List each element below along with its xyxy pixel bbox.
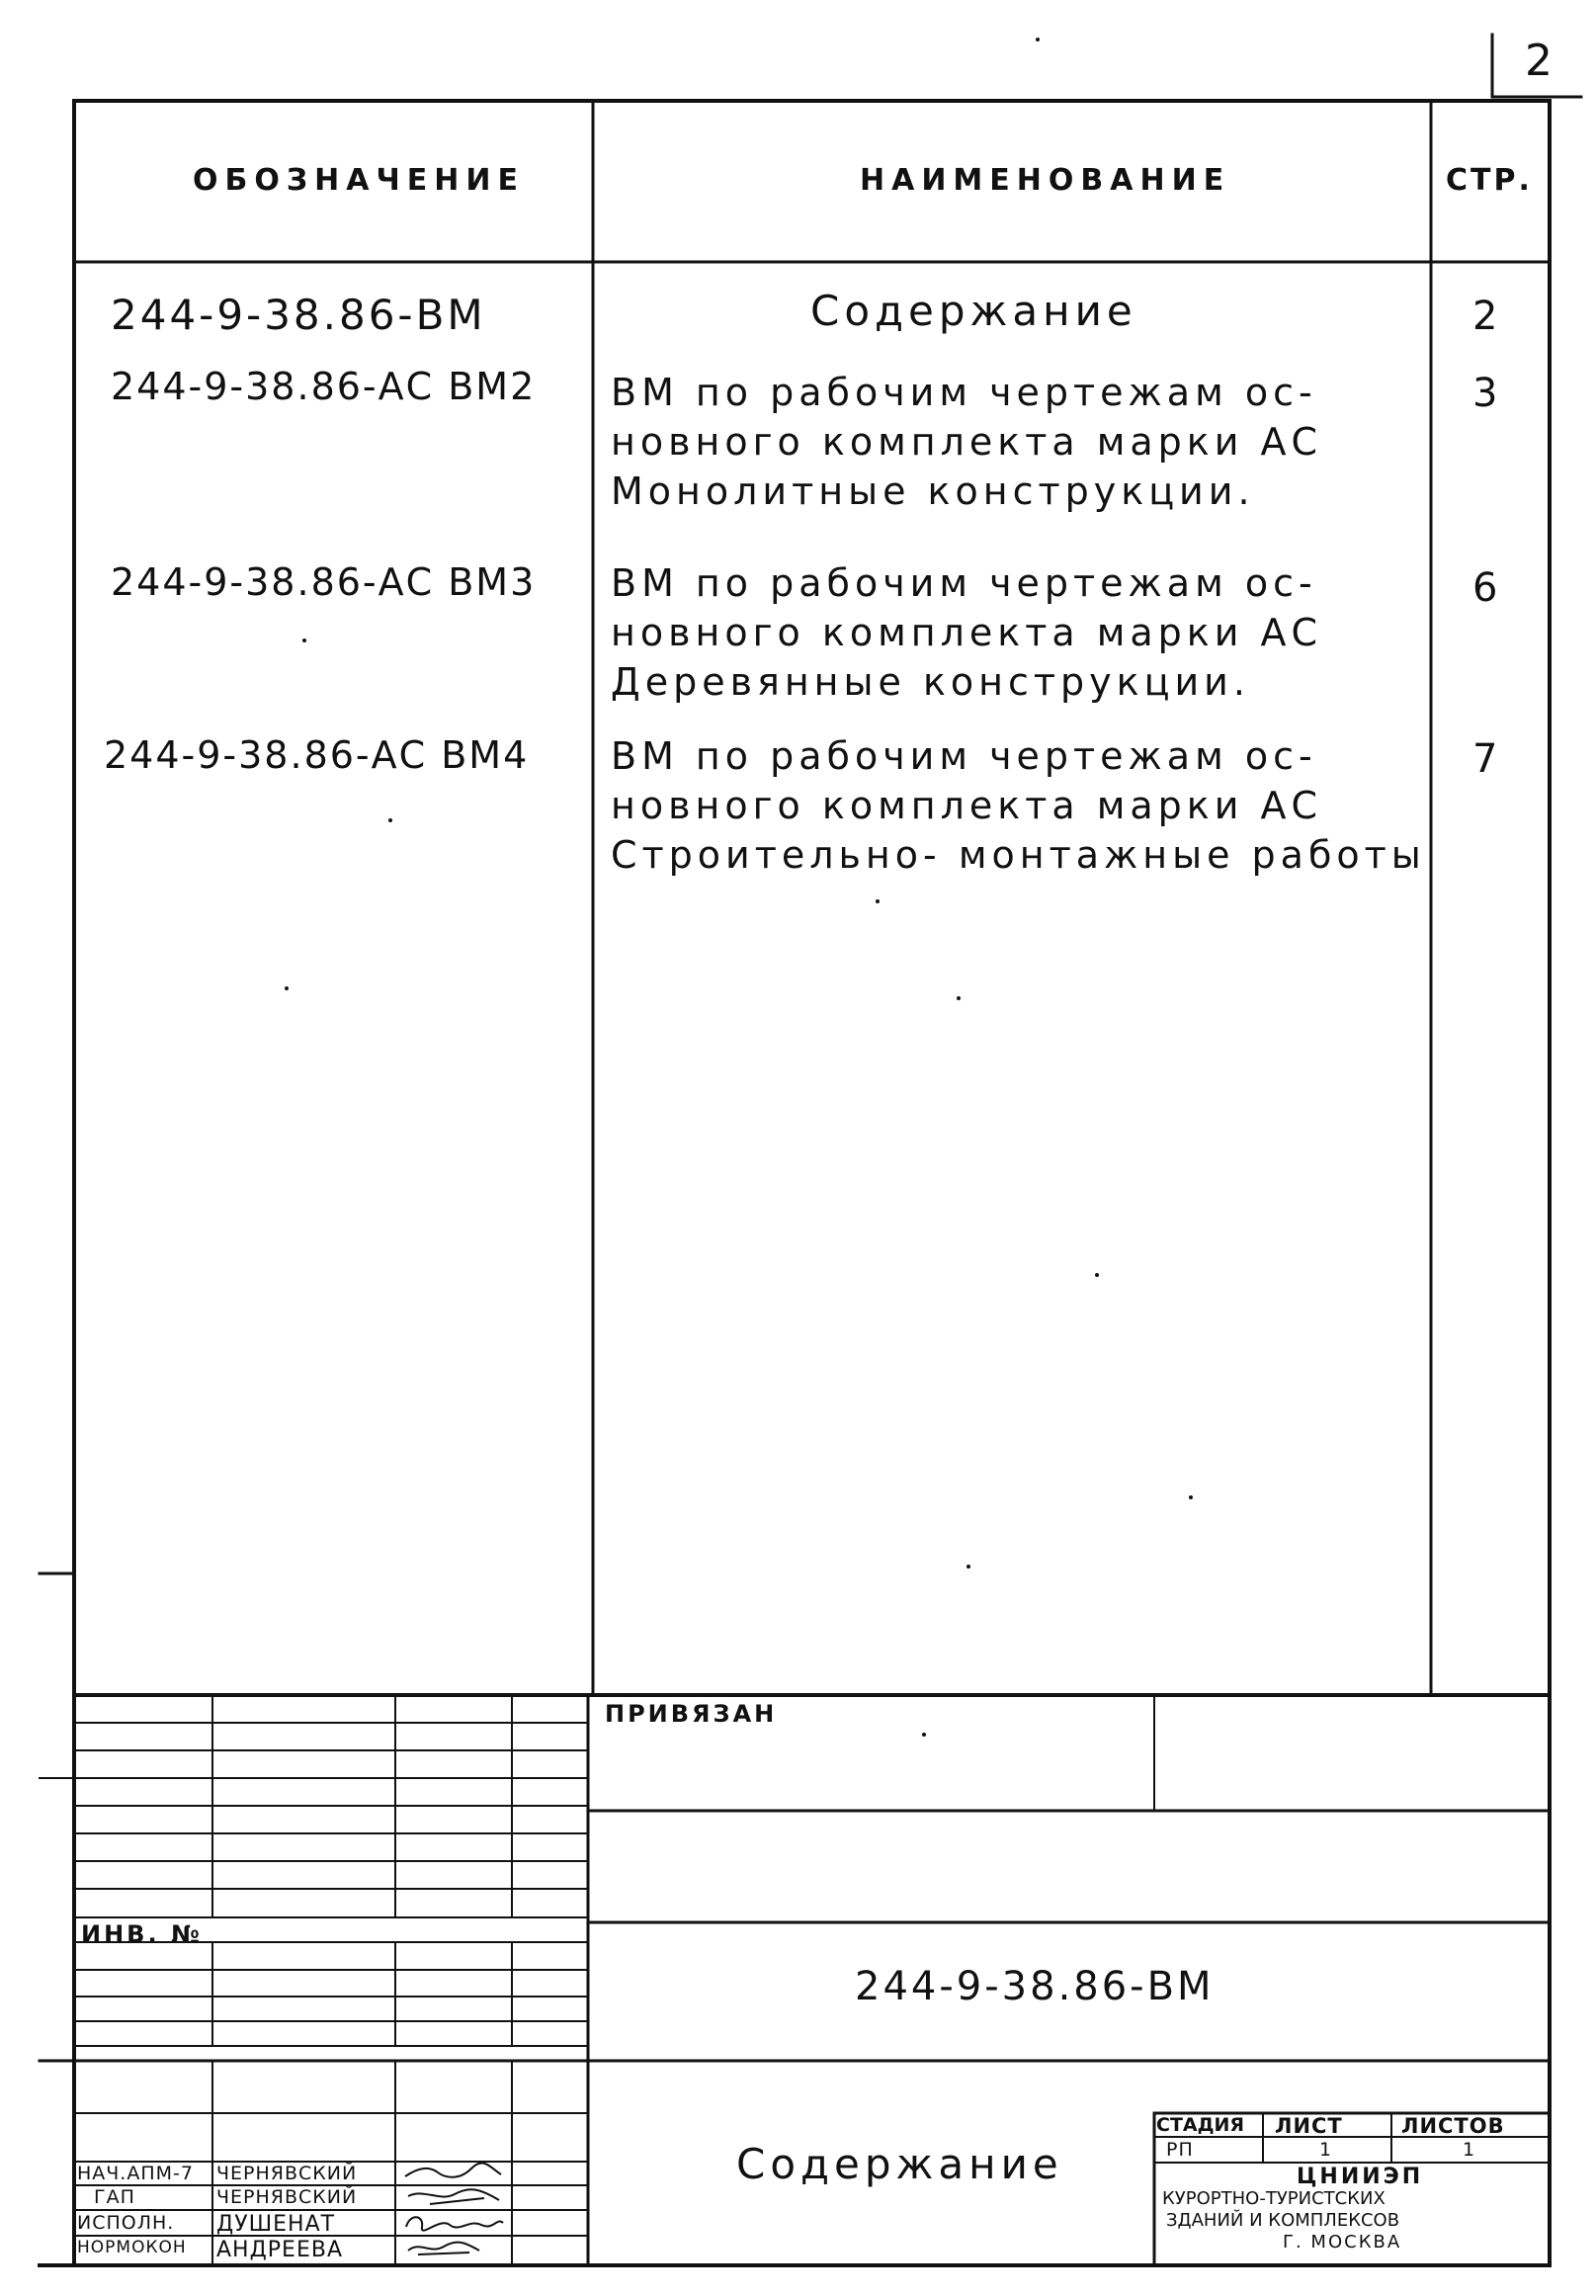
row-name: ВМ по рабочим чертежам ос- новного комплекта марки АС Монолитные конструкции. — [611, 371, 1323, 513]
row-name: ВМ по рабочим чертежам ос- новного комплекта марки АС Деревянные конструкции. — [611, 561, 1323, 704]
header-page: СТР. — [1446, 163, 1533, 198]
document-code: 244-9-38.86-ВМ — [855, 1964, 1215, 2009]
row-page: 3 — [1472, 371, 1498, 416]
sheet-number: 2 — [1525, 36, 1553, 86]
org-line-2: КУРОРТНО-ТУРИСТСКИХ — [1162, 2188, 1386, 2209]
person-name: ЧЕРНЯВСКИЙ — [216, 2186, 358, 2208]
row-code: 244-9-38.86-ВМ — [111, 291, 486, 339]
stage-label: СТАДИЯ — [1156, 2114, 1245, 2136]
inventory-number-label: ИНВ. № — [81, 1920, 203, 1948]
row-code: 244-9-38.86-АС ВМ3 — [111, 560, 537, 604]
person-name: АНДРЕЕВА — [216, 2238, 343, 2262]
row-page: 6 — [1472, 565, 1498, 611]
document-title: Содержание — [736, 2140, 1063, 2188]
role-label: ГАП — [94, 2186, 135, 2208]
stage-value: РП — [1166, 2139, 1194, 2161]
header-designation: ОБОЗНАЧЕНИЕ — [193, 163, 525, 198]
row-page: 7 — [1472, 736, 1498, 782]
sheet-label: ЛИСТ — [1275, 2114, 1343, 2138]
org-line-1: ЦНИИЭП — [1297, 2165, 1424, 2189]
row-code: 244-9-38.86-АС ВМ4 — [104, 733, 530, 777]
row-code: 244-9-38.86-АС ВМ2 — [111, 365, 537, 408]
signature-4 — [400, 2237, 509, 2260]
signature-2 — [400, 2186, 509, 2210]
header-name: НАИМЕНОВАНИЕ — [860, 163, 1231, 198]
person-name: ЧЕРНЯВСКИЙ — [216, 2163, 358, 2184]
sheets-value: 1 — [1463, 2139, 1476, 2161]
org-line-3: ЗДАНИЙ И КОМПЛЕКСОВ — [1166, 2210, 1400, 2231]
row-page: 2 — [1472, 294, 1498, 339]
role-label: ИСПОЛН. — [77, 2212, 175, 2234]
sheet-value: 1 — [1319, 2139, 1333, 2161]
sheets-label: ЛИСТОВ — [1401, 2114, 1505, 2138]
privyazan-label: ПРИВЯЗАН — [605, 1700, 778, 1728]
person-name: ДУШЕНАТ — [216, 2212, 336, 2237]
org-line-4: Г. МОСКВА — [1283, 2232, 1402, 2253]
role-label: НАЧ.АПМ-7 — [77, 2163, 194, 2184]
row-name: Содержание — [810, 287, 1137, 335]
signature-3 — [400, 2211, 509, 2235]
row-name: ВМ по рабочим чертежам ос- новного комплекта марки АС Строительно- монтажные работы — [611, 734, 1426, 877]
role-label: НОРМОКОН — [77, 2238, 187, 2257]
signature-1 — [400, 2163, 509, 2184]
